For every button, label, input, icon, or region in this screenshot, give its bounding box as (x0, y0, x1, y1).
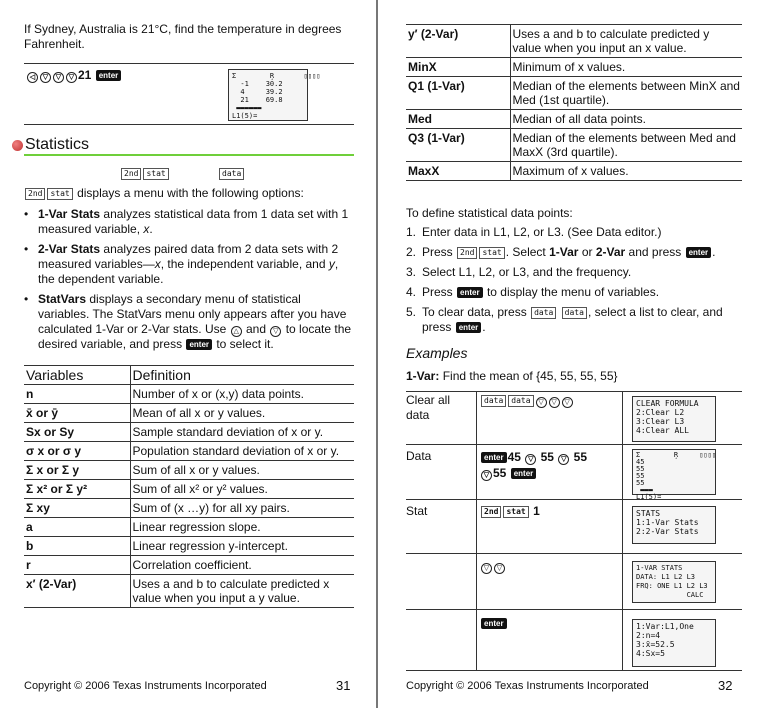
key-sequence (26, 68, 122, 83)
2nd-key: 2nd (481, 506, 501, 518)
bullet3-end: to select it. (216, 337, 274, 351)
section-title: Statistics (25, 136, 90, 153)
table-row (24, 556, 354, 575)
step2-bold: 1-Var (549, 245, 579, 259)
data-key: data (481, 395, 506, 407)
footer-copyright: Copyright © 2006 Texas Instruments Incorporated (406, 680, 649, 692)
variable-cell: a (24, 518, 130, 537)
variable-cell: σ x or σ y (24, 442, 130, 461)
down-arrow-key: ▽ (549, 397, 560, 408)
variable-cell: y′ (2-Var) (406, 25, 510, 58)
enter-key: enter (186, 339, 212, 350)
list-item (22, 242, 354, 287)
table-row (406, 162, 742, 181)
list-item (22, 292, 354, 352)
section-rule (24, 154, 354, 156)
variable-cell: r (24, 556, 130, 575)
list-item: 3. Select L1, L2, or L3, and the frequency. (406, 265, 632, 279)
down-arrow-key: ▽ (40, 72, 51, 83)
down-arrow-key: ▽ (270, 326, 281, 337)
enter-key: enter (96, 70, 122, 81)
data-key: data (562, 307, 587, 319)
step5-text: To clear data, press (422, 305, 527, 319)
table-row (24, 442, 354, 461)
stat-key: stat (479, 247, 504, 259)
steps-list (406, 225, 746, 340)
list-item: 5. To clear data, press data data , select a list to clear, and press enter . (406, 305, 723, 334)
table-row (24, 423, 354, 442)
enter-key: enter (686, 247, 712, 258)
table-row (24, 404, 354, 423)
example-label-text: Find the mean of {45, 55, 55, 55} (442, 369, 618, 383)
step2-text: and press (628, 245, 682, 259)
bullet1-var: x (143, 222, 150, 236)
2nd-key: 2nd (121, 168, 141, 180)
table-row (406, 25, 742, 58)
variable-cell: Σ xy (24, 499, 130, 518)
example-row-label: Clear all data (406, 393, 451, 422)
table-header-variables: Variables (24, 366, 130, 385)
definition-cell: Correlation coefficient. (130, 556, 354, 575)
list-item: 2. Press 2nd stat . Select 1-Var or 2-Var and press enter . (406, 245, 716, 259)
variables-table-continued (406, 24, 742, 181)
left-page (0, 0, 378, 708)
define-intro: To define statistical data points: (406, 206, 573, 220)
definition-cell: Median of the elements between Med and MaxX (3rd quartile). (510, 129, 742, 162)
table-header-definition: Definition (130, 366, 354, 385)
2nd-key: 2nd (25, 188, 45, 200)
definition-cell: Sum of (x …y) for all xy pairs. (130, 499, 354, 518)
step4-text: to display the menu of variables. (486, 285, 660, 299)
bullet3-and: and (245, 322, 267, 336)
bullet2-bold: 2-Var Stats (38, 242, 101, 256)
down-arrow-key: ▽ (558, 454, 569, 465)
definition-cell: Sum of all x or y values. (130, 461, 354, 480)
step1-text: Enter data in L1, L2, or L3. (See Data editor.) (422, 225, 662, 239)
row-rule (406, 670, 742, 671)
data-key: data (219, 168, 244, 180)
variable-cell: MinX (406, 58, 510, 77)
data-key: data (508, 395, 533, 407)
table-row (24, 518, 354, 537)
column-rule (476, 391, 477, 671)
variable-cell: MaxX (406, 162, 510, 181)
2nd-key: 2nd (457, 247, 477, 259)
bullet1-text: analyzes statistical data from 1 data set with 1 measured variable, (38, 207, 349, 236)
down-arrow-key: ▽ (562, 397, 573, 408)
step4-text: Press (422, 285, 453, 299)
examples-table (406, 391, 742, 671)
example-keys (480, 616, 508, 630)
data-key-block (218, 166, 245, 180)
step2-text: or (581, 245, 593, 259)
variable-cell: Σ x² or Σ y² (24, 480, 130, 499)
variable-cell: Q1 (1-Var) (406, 77, 510, 110)
calculator-screen: Σ Ŗ ▯▯▯▯ 45 55 55 55 ▬▬▬ L1(5)= (632, 449, 716, 495)
row-rule (406, 553, 742, 554)
list-item: 1. Enter data in L1, L2, or L3. (See Data editor.) (406, 225, 662, 239)
example-label-bold: 1-Var: (406, 369, 440, 383)
bullet1-bold: 1-Var Stats (38, 207, 101, 221)
menu-intro (24, 186, 354, 201)
example-row-label: Data (406, 449, 432, 463)
calculator-screen: STATS 1:1-Var Stats 2:2-Var Stats (632, 506, 716, 544)
enter-key: enter (481, 618, 507, 629)
example-row-label: Stat (406, 504, 428, 518)
menu-intro-text: displays a menu with the following options: (77, 186, 304, 200)
down-arrow-key: ▽ (525, 454, 536, 465)
data-key: data (531, 307, 556, 319)
step3-text: Select L1, L2, or L3, and the frequency. (422, 265, 632, 279)
table-row (24, 461, 354, 480)
definition-cell: Population standard deviation of x or y. (130, 442, 354, 461)
definition-cell: Number of x or (x,y) data points. (130, 385, 354, 404)
page-number: 31 (336, 678, 351, 693)
calculator-screen: Σ Ŗ ▯▯▯▯ -1 30.2 4 39.2 21 69.8 ▬▬▬▬▬▬ L1(5)= (228, 69, 308, 121)
page-number: 32 (718, 678, 733, 693)
calculator-screen: 1:Var:L1,One 2:n=4 3:x̄=52.5 4:Sx=5 (632, 619, 716, 667)
variable-cell: Med (406, 110, 510, 129)
table-row (406, 110, 742, 129)
table-row (24, 385, 354, 404)
table-row (406, 77, 742, 110)
list-item: • 1-Var Stats analyzes statistical data from 1 data set with 1 measured variable, x. (22, 207, 354, 237)
definition-cell: Median of all data points. (510, 110, 742, 129)
row-rule (406, 609, 742, 610)
down-arrow-key: ▽ (536, 397, 547, 408)
calculator-screen: 1-VAR STATS DATA: L1 L2 L3 FRQ: ONE L1 L2 L3 CALC (632, 561, 716, 603)
key-value: 21 (78, 68, 92, 82)
key-value: 45 (507, 450, 521, 464)
column-rule (622, 391, 623, 671)
table-row (24, 537, 354, 556)
bullet3-locate: to locate the desired variable, and press (38, 322, 352, 351)
table-row (406, 58, 742, 77)
variable-cell: b (24, 537, 130, 556)
step2-text: . Select (505, 245, 546, 259)
definition-cell: Uses a and b to calculate predicted y value when you input an x value. (510, 25, 742, 58)
left-arrow-key: ◁ (27, 72, 38, 83)
variables-table (24, 365, 354, 608)
row-rule (406, 499, 742, 500)
example-keys (480, 504, 540, 518)
variable-cell: Sx or Sy (24, 423, 130, 442)
definition-cell: Maximum of x values. (510, 162, 742, 181)
stat-key: stat (503, 506, 528, 518)
bullet2-end: , the dependent variable. (38, 257, 339, 286)
footer-copyright: Copyright © 2006 Texas Instruments Incorporated (24, 680, 267, 692)
bullet2-mid: , the independent variable, and (160, 257, 326, 271)
key-value: 55 (573, 450, 588, 464)
step2-text: Press (422, 245, 453, 259)
down-arrow-key: ▽ (481, 563, 492, 574)
example-keys (480, 449, 600, 481)
key-value: 55 (493, 466, 507, 480)
example-keys (480, 393, 574, 408)
key-value: 55 (540, 450, 554, 464)
enter-key: enter (511, 468, 537, 479)
down-arrow-key: ▽ (66, 72, 77, 83)
down-arrow-key: ▽ (53, 72, 64, 83)
table-row (24, 499, 354, 518)
table-row (24, 575, 354, 608)
table-top-rule (406, 391, 742, 392)
definition-cell: Uses a and b to calculate predicted x value when you input a y value. (130, 575, 354, 608)
table-row (406, 129, 742, 162)
intro-text: If Sydney, Australia is 21°C, find the temperature in degrees Fahrenheit. (24, 22, 342, 51)
options-list (22, 207, 354, 357)
bullet3-bold: StatVars (38, 292, 87, 306)
section-bullet-icon (12, 140, 23, 151)
enter-key: enter (456, 322, 482, 333)
table-row (24, 480, 354, 499)
definition-cell: Median of the elements between MinX and Med (1st quartile). (510, 77, 742, 110)
definition-cell: Linear regression y-intercept. (130, 537, 354, 556)
step2-bold: 2-Var (595, 245, 626, 259)
step5-text: , select a list to clear, and press (422, 305, 723, 334)
bullet2-y: y (328, 257, 335, 271)
enter-key: enter (457, 287, 483, 298)
variable-cell: x′ (2-Var) (24, 575, 130, 608)
definition-cell: Linear regression slope. (130, 518, 354, 537)
variable-cell: x̄ or ȳ (24, 404, 130, 423)
definition-cell: Sum of all x² or y² values. (130, 480, 354, 499)
row-rule (406, 444, 742, 445)
up-arrow-key: △ (231, 326, 242, 337)
example-keys (480, 559, 506, 574)
definition-cell: Minimum of x values. (510, 58, 742, 77)
down-arrow-key: ▽ (494, 563, 505, 574)
calculator-screen: CLEAR FORMULA 2:Clear L2 3:Clear L3 4:Clear ALL (632, 396, 716, 442)
definition-cell: Mean of all x or y values. (130, 404, 354, 423)
examples-heading: Examples (406, 345, 468, 361)
enter-key: enter (481, 452, 507, 463)
bullet2-text: analyzes paired data from 2 data sets with 2 measured variables— (38, 242, 339, 271)
table-header-row (24, 366, 354, 385)
stat-key: stat (47, 188, 72, 200)
key-value: 1 (533, 504, 540, 518)
example-label (406, 369, 618, 383)
stat-key: stat (143, 168, 168, 180)
bullet3-text: displays a secondary menu of statistical variables. The StatVars menu only appears after you have calculated 1-Var or 2-Var stats. Use (38, 292, 347, 336)
variable-cell: Q3 (1-Var) (406, 129, 510, 162)
keyseq-block (24, 63, 354, 125)
down-arrow-key: ▽ (481, 470, 492, 481)
right-page (380, 0, 758, 708)
definition-cell: Sample standard deviation of x or y. (130, 423, 354, 442)
variable-cell: n (24, 385, 130, 404)
list-item: 4. Press enter to display the menu of variables. (406, 285, 660, 299)
bullet2-x: x (154, 257, 161, 271)
stat-keys (120, 166, 170, 180)
variable-cell: Σ x or Σ y (24, 461, 130, 480)
